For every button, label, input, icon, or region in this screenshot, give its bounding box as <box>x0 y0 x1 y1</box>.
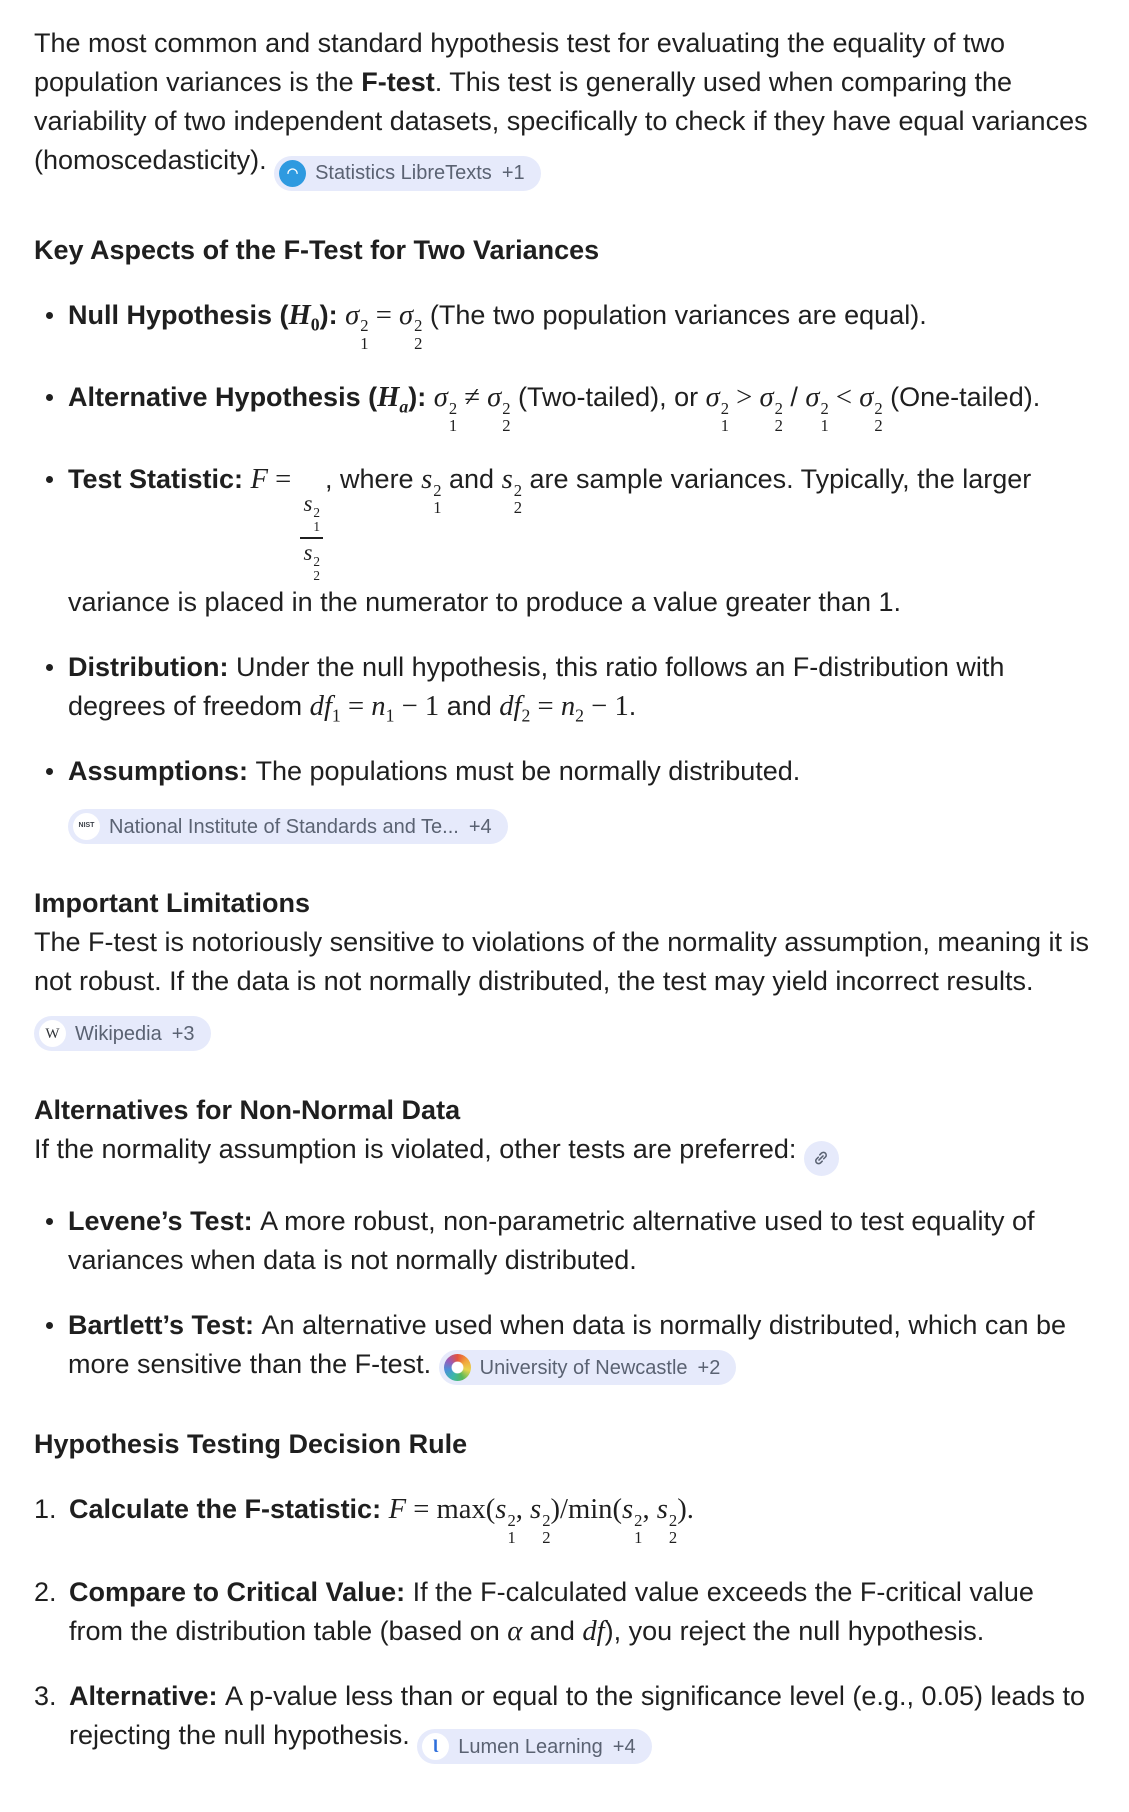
math-var: $df_2$ <box>499 690 531 726</box>
math-var: σ 2 1 <box>805 381 829 436</box>
math-var: $df_1$ <box>309 690 341 726</box>
text-segment: ), you reject the null hypothesis. <box>604 1615 985 1646</box>
citation-badge[interactable] <box>34 1016 211 1051</box>
list-item <box>34 648 1095 726</box>
math-var: σ 2 2 <box>487 381 511 436</box>
decision-rule-list <box>34 1490 1095 1764</box>
text-segment: (The two population variances are equal). <box>422 299 927 330</box>
math-operator: ≠ <box>457 381 488 414</box>
math-operator: = <box>268 463 299 496</box>
math-var: F <box>250 463 269 496</box>
list-item <box>34 296 1095 352</box>
math-var: $H_a$ <box>377 381 409 417</box>
math-var: $n_2$ <box>560 690 585 726</box>
list-item <box>34 378 1095 434</box>
list-item <box>34 1573 1095 1651</box>
citation-label: National Institute of Standards and Te... <box>109 815 459 838</box>
citation-count: +1 <box>501 162 525 185</box>
bullet-marker <box>34 1306 68 1385</box>
math-scripts: 2 2 <box>313 553 321 583</box>
text-segment: . This test is generally used when comparing the variability of two independent datasets, specifically to check if they have equal variances (homoscedasticity). <box>34 67 1088 176</box>
math-scripts: 2 1 <box>313 505 321 535</box>
math-scripts: 2 2 <box>774 398 783 436</box>
section-heading-limitations: Important Limitations <box>34 888 310 919</box>
math-var: σ 2 2 <box>759 381 783 436</box>
citation-badge[interactable] <box>68 809 508 844</box>
citation-count: +2 <box>697 1356 721 1379</box>
list-item-content <box>68 1202 1095 1280</box>
math-fraction <box>300 493 323 583</box>
section-heading-decision-rule: Hypothesis Testing Decision Rule <box>34 1429 468 1460</box>
bold-segment: Null Hypothesis ( <box>68 299 289 330</box>
text-segment: . <box>628 691 637 722</box>
libretexts-icon: ◠ <box>279 160 306 187</box>
math-scripts: 2 2 <box>668 1510 678 1548</box>
fraction-numerator <box>300 493 323 539</box>
list-item-content <box>69 1490 1095 1546</box>
math-scripts: 2 2 <box>513 480 523 518</box>
list-item-content <box>68 648 1095 726</box>
math-var: σ 2 1 <box>705 381 729 436</box>
citation-badge[interactable] <box>417 1729 651 1764</box>
ordered-marker: 3. <box>34 1680 57 1711</box>
text-segment: The F-test is notoriously sensitive to violations of the normality assumption, meaning it is not robust. If the data is not normally distributed, the test may yield incorrect results. <box>34 927 1089 997</box>
list-item-content <box>68 752 1095 844</box>
list-item-content <box>68 1306 1095 1385</box>
text-segment: The populations must be normally distributed. <box>255 756 801 787</box>
text-segment: and <box>441 464 502 495</box>
math-var: df <box>582 1614 605 1647</box>
citation-count: +4 <box>468 815 492 838</box>
list-item-content <box>69 1677 1095 1764</box>
text-segment: and <box>522 1615 583 1646</box>
math-operator: − 1 <box>584 690 629 723</box>
citation-label: Statistics LibreTexts <box>315 162 492 185</box>
text-segment: The most common and standard hypothesis test for evaluating the equality of two population variances is the <box>34 28 1006 98</box>
list-item <box>34 752 1095 844</box>
math-scripts: 2 2 <box>502 398 511 436</box>
math-var: s 2 1 <box>303 491 321 535</box>
bold-segment: Alternative: <box>69 1680 226 1711</box>
bold-segment: Assumptions: <box>68 756 256 787</box>
math-var: σ 2 2 <box>399 298 423 353</box>
bold-segment: Calculate the F-statistic: <box>69 1494 389 1525</box>
citation-count: +3 <box>171 1022 195 1045</box>
section-heading-key-aspects: Key Aspects of the F-Test for Two Variances <box>34 234 600 265</box>
bold-segment: Levene’s Test: <box>68 1205 261 1236</box>
math-var: σ 2 1 <box>433 381 458 436</box>
citation-badge[interactable] <box>274 156 541 191</box>
math-var: α <box>507 1614 523 1647</box>
text-segment: If the F-calculated value exceeds the F-critical value from the distribution table (based on <box>69 1576 1034 1646</box>
link-icon <box>812 1149 830 1167</box>
ordered-marker: 2. <box>34 1576 57 1607</box>
wikipedia-icon: W <box>39 1020 66 1047</box>
bold-segment: Compare to Critical Value: <box>69 1576 413 1607</box>
bold-segment: Bartlett’s Test: <box>68 1309 262 1340</box>
list-item <box>34 1677 1095 1764</box>
fraction-denominator <box>303 539 320 583</box>
math-operator: − 1 <box>394 690 440 723</box>
bullet-marker <box>34 752 68 844</box>
math-operator: = <box>368 298 400 331</box>
bold-segment: ): <box>319 299 346 330</box>
math-scripts: 2 2 <box>414 316 423 353</box>
bold-segment: Test Statistic: <box>68 464 251 495</box>
text-segment: A more robust, non-parametric alternative used to test equality of variances when data is not normally distributed. <box>68 1205 1035 1275</box>
text-segment: A p-value less than or equal to the significance level (e.g., 0.05) leads to rejecting the null hypothesis. <box>69 1680 1086 1750</box>
math-var: s 2 1 <box>495 1493 516 1548</box>
math-operator: = max( <box>406 1493 496 1526</box>
bold-segment: Alternative Hypothesis ( <box>68 382 378 413</box>
math-scripts: 2 1 <box>820 398 829 436</box>
text-segment: and <box>439 691 500 722</box>
math-scripts: 2 1 <box>720 398 729 436</box>
citation-label: Wikipedia <box>75 1022 162 1045</box>
math-var: s 2 2 <box>303 540 321 583</box>
list-item <box>34 460 1095 622</box>
bullet-marker <box>34 1202 68 1280</box>
math-operator: < <box>828 381 860 414</box>
list-item-content <box>69 1573 1095 1651</box>
math-scripts: 2 1 <box>507 1510 516 1548</box>
math-operator: , <box>642 1493 657 1526</box>
math-operator: > <box>729 381 760 414</box>
citation-label: University of Newcastle <box>479 1356 688 1379</box>
text-segment: , where <box>325 464 422 495</box>
text-segment: An alternative used when data is normally distributed, which can be more sensitive than the F-test. <box>68 1309 1066 1380</box>
math-var: s 2 1 <box>421 463 442 518</box>
math-var: $n_1$ <box>371 690 395 726</box>
math-operator: = <box>530 690 561 723</box>
math-var: $H_0$ <box>288 298 320 335</box>
math-operator: ). <box>677 1493 694 1526</box>
list-item-content <box>68 460 1095 622</box>
list-item-content <box>68 296 1095 352</box>
math-var: s 2 2 <box>501 463 523 518</box>
bullet-marker <box>34 648 68 726</box>
citation-label: Lumen Learning <box>458 1735 603 1758</box>
citation-count: +4 <box>612 1735 636 1758</box>
newcastle-icon <box>444 1354 471 1381</box>
nist-icon: NIST <box>73 813 100 840</box>
math-scripts: 2 2 <box>542 1510 551 1548</box>
alternatives-list <box>34 1202 1095 1385</box>
limitations-paragraph <box>34 923 1095 1051</box>
math-var: s 2 2 <box>656 1493 678 1548</box>
bold-segment: F-test <box>361 67 435 98</box>
text-segment: (One-tailed). <box>882 382 1041 413</box>
alternatives-paragraph <box>34 1130 1095 1176</box>
math-operator: = <box>340 690 372 723</box>
bullet-marker <box>34 296 68 352</box>
bold-segment: ): <box>408 382 434 413</box>
list-item <box>34 1306 1095 1385</box>
math-scripts: 2 1 <box>634 1510 643 1548</box>
text-segment: If the normality assumption is violated, other tests are preferred: <box>34 1134 804 1165</box>
list-item-content <box>68 378 1095 434</box>
bold-segment: Distribution: <box>68 651 236 682</box>
text-segment: Under the null hypothesis, this ratio follows an F-distribution with degrees of freedom <box>68 651 1005 722</box>
bullet-marker <box>34 378 68 434</box>
math-var: σ 2 1 <box>345 298 369 353</box>
lumen-icon: Ɩ <box>422 1733 449 1760</box>
ordered-marker: 1. <box>34 1494 57 1525</box>
math-scripts: 2 1 <box>360 316 369 353</box>
text-segment: / <box>782 382 806 413</box>
citation-badge[interactable] <box>439 1350 737 1385</box>
math-var: s 2 2 <box>530 1493 551 1548</box>
text-segment: (Two-tailed), or <box>510 382 706 413</box>
source-link-chip[interactable] <box>804 1141 839 1176</box>
text-segment: are sample variances. Typically, the larger variance is placed in the numerator to produce a value greater than 1. <box>68 464 1032 617</box>
math-scripts: 2 1 <box>448 398 458 436</box>
math-var: F <box>388 1493 407 1526</box>
math-var: σ 2 2 <box>859 381 883 436</box>
bullet-marker <box>34 460 68 622</box>
section-heading-alternatives: Alternatives for Non-Normal Data <box>34 1095 461 1126</box>
list-item <box>34 1202 1095 1280</box>
key-aspects-list <box>34 296 1095 844</box>
math-var: s 2 1 <box>622 1493 643 1548</box>
math-operator: )/min( <box>550 1493 622 1526</box>
math-scripts: 2 1 <box>433 480 442 518</box>
math-operator: , <box>515 1493 531 1526</box>
list-item <box>34 1490 1095 1546</box>
intro-paragraph <box>34 24 1095 191</box>
math-scripts: 2 2 <box>874 398 883 436</box>
